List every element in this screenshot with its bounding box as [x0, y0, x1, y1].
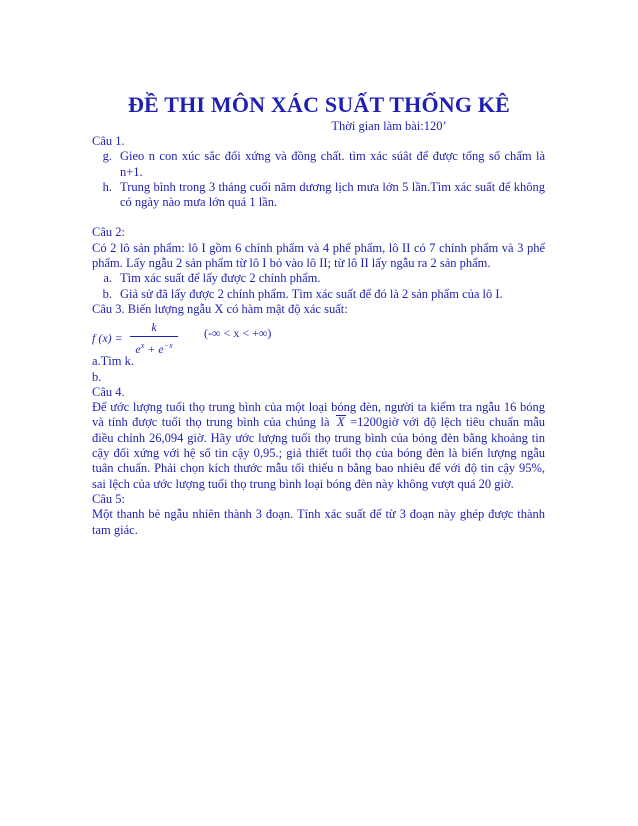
- item-marker: g.: [102, 149, 112, 164]
- formula-domain: (-∞ < x < +∞): [204, 326, 272, 341]
- item-marker: b.: [102, 286, 112, 301]
- question-3-part-a: a.Tìm k.: [92, 354, 135, 369]
- question-1-heading: Câu 1.: [92, 134, 125, 148]
- question-2-intro: Có 2 lô sản phẩm: lô I gồm 6 chính phẩm và 4 phế phẩm, lô II có 7 chính phẩm và 3 phế phẩm. Lấy ngẫu 2 sản phẩm từ lô I bỏ vào lô II; từ lô II lấy ngẫu ra 2 sản phẩm.: [92, 240, 545, 271]
- item-text: Tìm xác suất để lấy được 2 chính phẩm.: [120, 271, 321, 286]
- formula-denominator: $e^x + e^{-x}$: [135, 341, 173, 357]
- formula-numerator: k: [151, 320, 157, 335]
- fraction-bar: [130, 336, 178, 337]
- question-3-heading: Câu 3. Biến lượng ngẫu X có hàm mật độ xác suất:: [92, 301, 348, 316]
- item-marker: a.: [103, 271, 112, 286]
- formula-lhs: f (x) =: [92, 331, 123, 346]
- item-text: Trung bình trong 3 tháng cuối năm dương lịch mưa lớn 5 lần.Tìm xác suất để không có ngày nào mưa lớn quá 1 lần.: [120, 179, 545, 210]
- question-2-heading: Câu 2:: [92, 225, 125, 240]
- item-text: Gieo n con xúc sắc đối xứng và đồng chất. tìm xác súât để được tổng số chấm là n+1.: [120, 149, 545, 179]
- exam-title: ĐỀ THI MÔN XÁC SUẤT THỐNG KÊ: [127, 92, 511, 117]
- question-3-part-b: b.: [92, 369, 102, 384]
- question-4-text: Để ước lượng tuổi thọ trung bình của một loại bóng đèn, người ta kiểm tra ngẫu 16 bóng và tính được tuổi thọ trung bình của chúng là X =1200giờ với độ lệch tiêu chuẩn mẫu điều chỉnh 26,094 giờ. Hãy ước lượng tuổi thọ trung bình của bóng đèn bằng khoảng tin cậy đối xứng với hệ số tin cậy 0,95.; giả thiết tuổi thọ của bóng đèn là biến lượng ngẫu tuân chuẩn. Phải chọn kích thước mẫu tối thiểu n bằng bao nhiêu để với độ tin cậy 95%, sai lệch của ước lượng tuổi thọ trung bình loại bóng đèn này không vượt quá 20 giờ.: [92, 400, 545, 491]
- spacer: [92, 210, 545, 225]
- exam-duration: Thời gian làm bài:120’: [331, 119, 447, 133]
- density-formula: [92, 320, 545, 357]
- question-2-item-b: [92, 287, 545, 302]
- question-5-text: Một thanh bẻ ngẫu nhiên thành 3 đoạn. Tính xác suất để từ 3 đoạn này ghép được thành tam giác.: [92, 507, 545, 537]
- question-2-item-a: [92, 271, 545, 286]
- item-marker: h.: [102, 179, 112, 194]
- question-5-heading: Câu 5:: [92, 491, 125, 506]
- sample-mean-value: =1200: [345, 415, 383, 430]
- item-text: Giả sử đã lấy được 2 chính phẩm. Tìm xác suất để đó là 2 sản phẩm của lô I.: [120, 286, 503, 301]
- question-1-item-g: [92, 149, 545, 180]
- sample-mean-symbol: X: [336, 415, 345, 430]
- formula-fraction: [130, 320, 178, 357]
- question-4-heading: Câu 4.: [92, 384, 125, 399]
- question-1-item-h: [92, 180, 545, 211]
- exam-content: [92, 134, 545, 538]
